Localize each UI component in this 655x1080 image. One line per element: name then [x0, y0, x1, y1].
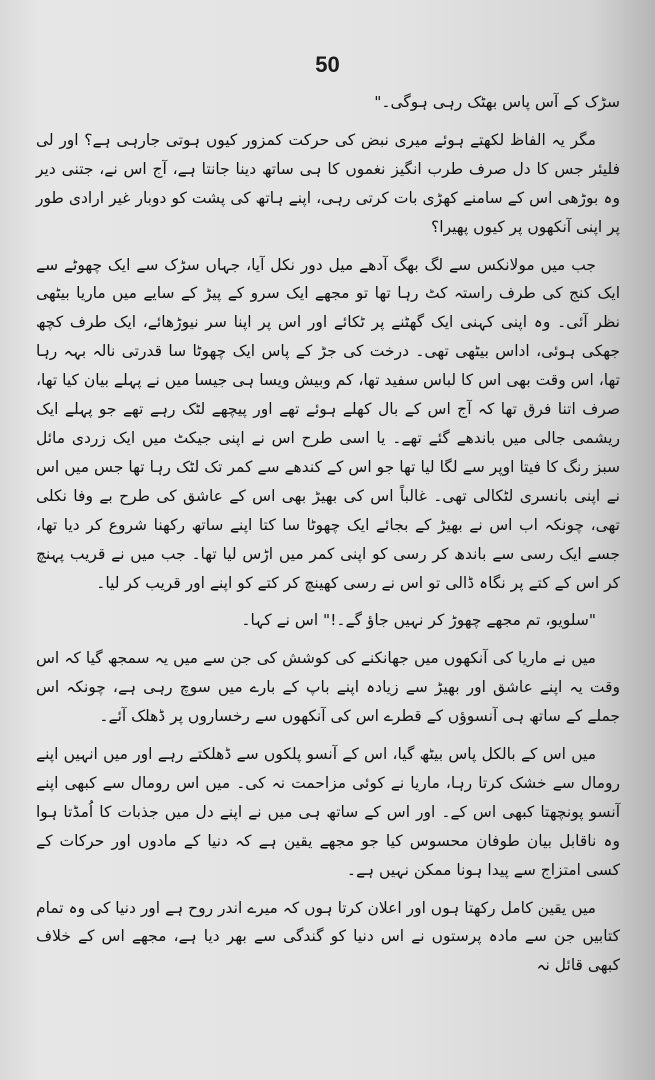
paragraph: میں نے ماریا کی آنکھوں میں جھانکنے کی کوشش کی جن سے میں یہ سمجھ گیا کہ اس وقت یہ اپنے عاشق اور بھیڑ سے زیادہ اپنے باپ کے بارے میں سوچ رہی ہے، چونکہ اس جملے کے ساتھ ہی آنسوؤں کے قطرے اس کی آنکھوں سے رخساروں پر ڈھلک آئے۔ — [36, 649, 620, 726]
page-body-text — [36, 88, 620, 989]
paragraph: میں یقین کامل رکھتا ہوں اور اعلان کرتا ہوں کہ میرے اندر روح ہے اور دنیا کی وہ تمام کتابیں جن سے مادہ پرستوں نے اس دنیا کو گندگی سے بھر دیا ہے، مجھے اس کے خلاف کبھی قائل نہ — [36, 898, 620, 975]
paragraph: مگر یہ الفاظ لکھتے ہوئے میری نبض کی حرکت کمزور کیوں ہوتی جارہی ہے؟ اور لی فلیئر جس کا دل صرف طرب انگیز نغموں کا ہی ساتھ دینا جانتا ہے، آج اس نے، جتنی دیر وہ بوڑھی اس کے سامنے کھڑی بات کرتی رہی، اپنے ہاتھ کی پشت کو دوبار غیر ارادی طور پر اپنی آنکھوں پر کیوں پھیرا؟ — [36, 130, 620, 236]
paragraph: میں اس کے بالکل پاس بیٹھ گیا، اس کے آنسو پلکوں سے ڈھلکتے رہے اور میں انہیں اپنے رومال سے خشک کرتا رہا، ماریا نے کوئی مزاحمت نہ کی۔ میں اس رومال سے کبھی اپنے آنسو پونچھتا کبھی اس کے۔ اور اس کے ساتھ ہی میں نے اپنے دل میں جذبات کا اُمڈتا ہوا وہ ناقابل بیان طوفان محسوس کیا جو مجھے یقین ہے کہ دنیا کے مادوں اور حرکات کے کسی امتزاج سے پیدا ہونا ممکن نہیں ہے۔ — [36, 745, 620, 879]
paragraph: "سلویو، تم مجھے چھوڑ کر نہیں جاؤ گے۔!" اس نے کہا۔ — [241, 611, 596, 630]
page-number: 50 — [315, 52, 340, 77]
paragraph: سڑک کے آس پاس بھٹک رہی ہوگی۔" — [374, 93, 620, 111]
paragraph: جب میں مولانکس سے لگ بھگ آدھے میل دور نکل آیا، جہاں سڑک سے ایک چھوٹے سے ایک کنج کی طرف راستہ کٹ رہا تھا تو مجھے ایک سرو کے پیڑ کے سایے میں ماریا بیٹھی نظر آئی۔ وہ اپنی کہنی ایک گھٹنے پر ٹکائے اور اس پر اپنا سر نیوڑھائے، ایک طرف کچھ جھکی ہوئی، اداس بیٹھی تھی۔ درخت کی جڑ کے پاس ایک چھوٹا سا قدرتی نالہ بہہ رہا تھا، اس وقت بھی اس کا لباس سفید تھا، کم وبیش ویسا ہی جیسا میں نے پہلے بیان کیا تھا، صرف اتنا فرق تھا کہ آج اس کے بال کھلے ہوئے تھے اور پیچھے لٹک رہے تھے جو پہلے ایک ریشمی جالی میں باندھے گئے تھے۔ یا اسی طرح اس نے اپنی جیکٹ میں ایک زردی مائل سبز رنگ کا فیتا اوپر سے لگا لیا تھا جو اس کے کندھے سے کمر تک لٹک رہا تھا جس میں اس نے اپنی بانسری لٹکالی تھی۔ غالباً اس کی بھیڑ بھی اس کے عاشق کی طرح بے وفا نکلی تھی، چونکہ اب اس نے بھیڑ کے بجائے ایک چھوٹا سا کتا اپنے ساتھ رکھنا شروع کر دیا تھا، جسے ایک رسی سے باندھ کر رسی کو اپنی کمر میں اڑس لیا تھا۔ جب میں نے قریب پہنچ کر اس کے کتے پر نگاہ ڈالی تو اس نے رسی کھینچ کر کتے کو اپنے اور قریب کر لیا۔ — [36, 255, 620, 592]
